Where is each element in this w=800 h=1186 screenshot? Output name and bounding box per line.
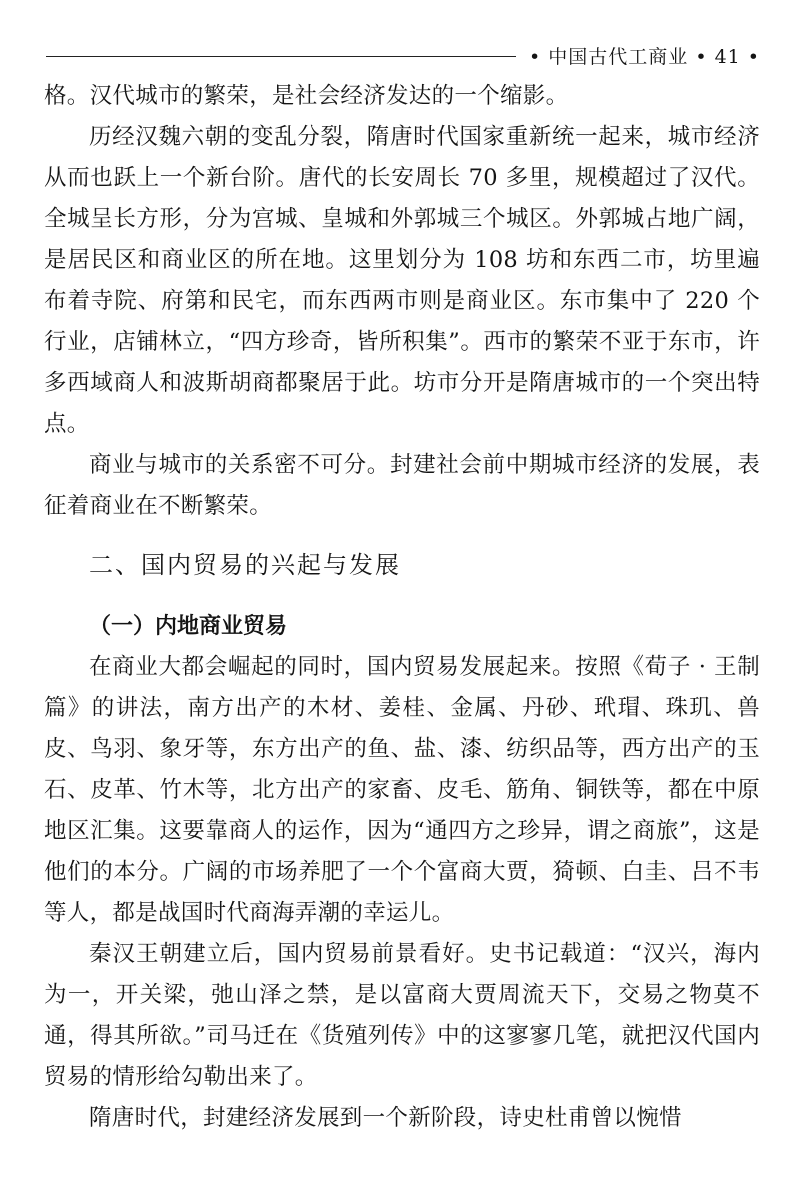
section-heading: 二、国内贸易的兴起与发展 xyxy=(89,551,401,579)
paragraph-inland-trade: 在商业大都会崛起的同时，国内贸易发展起来。按照《荀子 · 王制篇》的讲法，南方出产的木材、姜桂、金属、丹砂、玳瑁、珠玑、兽皮、鸟羽、象牙等，东方出产的鱼、盐、漆、纺织品等，西方出产的玉石、皮革、竹木等，北方出产的家畜、皮毛、筋角、铜铁等，都在中原地区汇集。这要靠商人的运作，因为“通四方之珍异，谓之商旅”，这是他们的本分。广阔的市场养肥了一个个富商大贾，猗顿、白圭、吕不韦等人，都是战国时代商海弄潮的幸运儿。 xyxy=(44,654,760,926)
paragraph-qin-han: 秦汉王朝建立后，国内贸易前景看好。史书记载道：“汉兴，海内为一，开关梁，弛山泽之禁，是以富商大贾周流天下，交易之物莫不通，得其所欲。”司马迁在《货殖列传》中的这寥寥几笔，就把汉代国内贸易的情形给勾勒出来了。 xyxy=(44,941,760,1090)
body-text xyxy=(44,76,760,1139)
paragraph-changan: 历经汉魏六朝的变乱分裂，隋唐时代国家重新统一起来，城市经济从而也跃上一个新台阶。唐代的长安周长 70 多里，规模超过了汉代。全城呈长方形，分为宫城、皇城和外郭城三个城区。外郭城占地广阔，是居民区和商业区的所在地。这里划分为 108 坊和东西二市，坊里遍布着寺院、府第和民宅，而东西两市则是商业区。东市集中了 220 个行业，店铺林立，“四方珍奇，皆所积集”。西市的繁荣不亚于东市，许多西域商人和波斯胡商都聚居于此。坊市分开是隋唐城市的一个突出特点。 xyxy=(44,124,760,437)
paragraph-commerce-city: 商业与城市的关系密不可分。封建社会前中期城市经济的发展，表征着商业在不断繁荣。 xyxy=(44,452,760,519)
book-page xyxy=(44,40,760,1139)
header-rule xyxy=(46,56,516,57)
paragraph-sui-tang: 隋唐时代，封建经济发展到一个新阶段，诗史杜甫曾以惋惜 xyxy=(89,1105,682,1131)
paragraph-continuation: 格。汉代城市的繁荣，是社会经济发达的一个缩影。 xyxy=(44,83,569,109)
running-title: • 中国古代工商业 • 41 • xyxy=(529,46,760,68)
subsection-heading: （一）内地商业贸易 xyxy=(89,614,288,639)
running-header xyxy=(44,40,760,76)
